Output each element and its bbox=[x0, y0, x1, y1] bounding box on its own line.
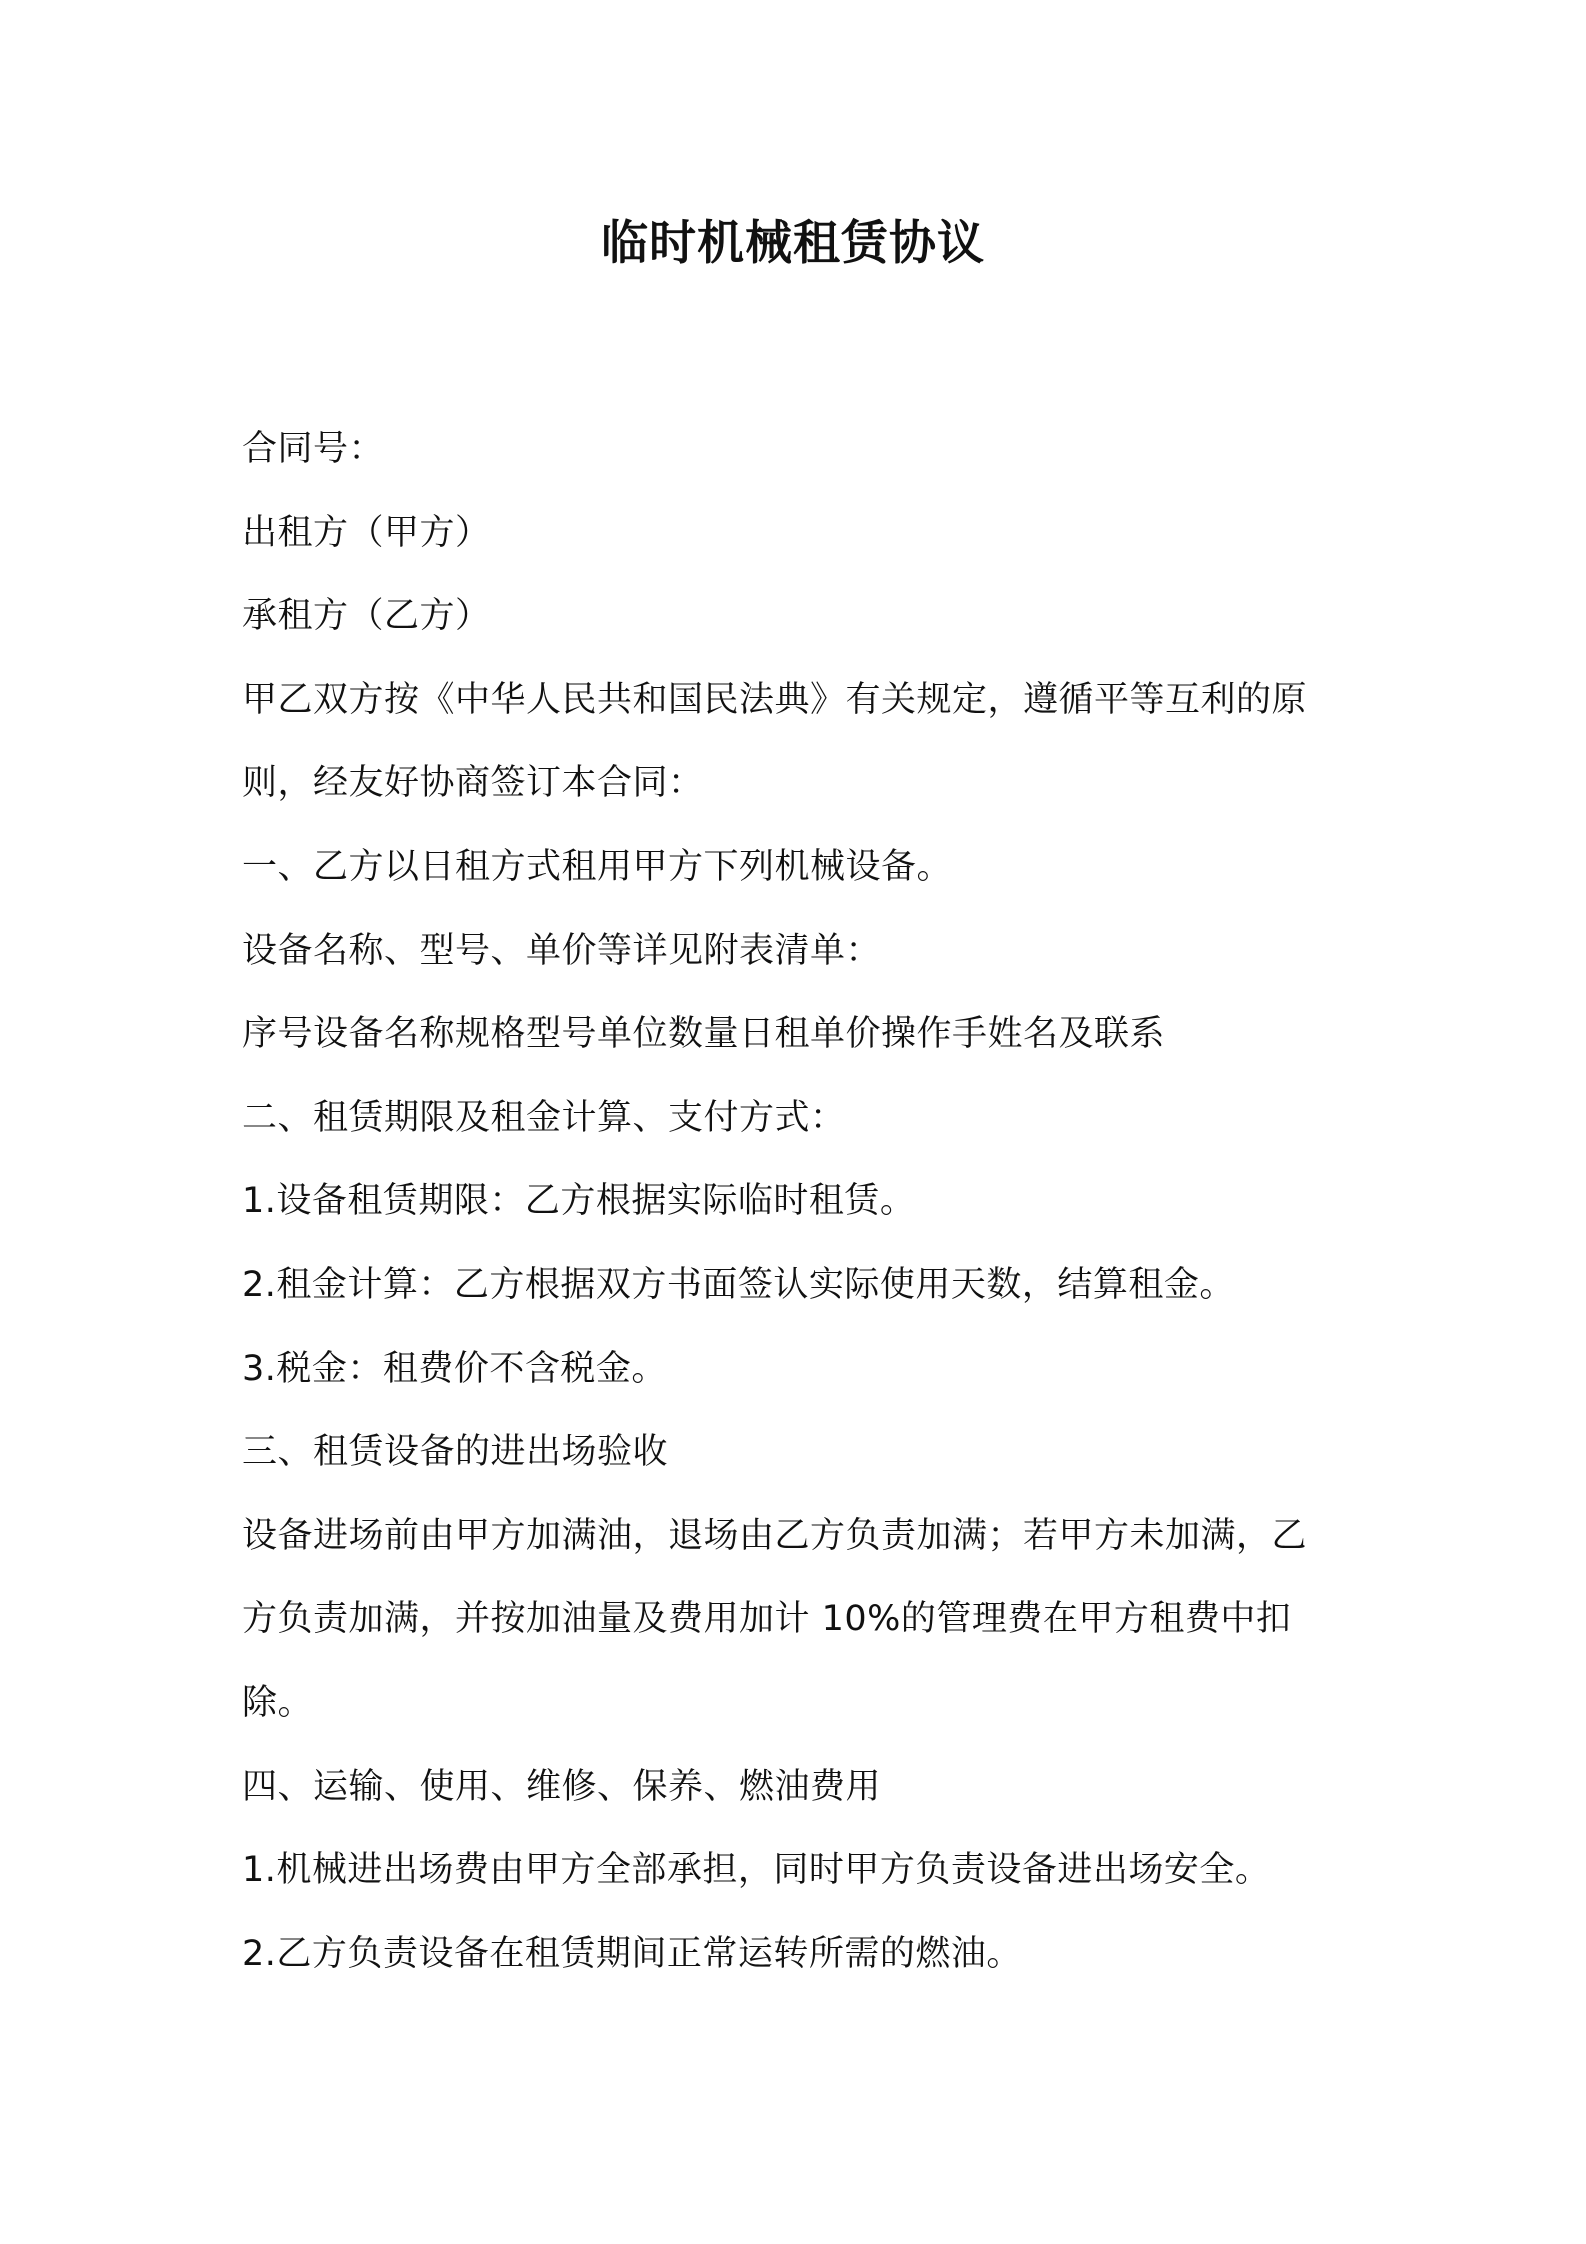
intro-paragraph-line: 则，经友好协商签订本合同： bbox=[242, 763, 704, 804]
paragraph-line: 除。 bbox=[242, 1682, 314, 1723]
clause-line: 3.税金：租费价不含税金。 bbox=[242, 1348, 667, 1389]
section-heading: 三、租赁设备的进出场验收 bbox=[242, 1432, 669, 1473]
intro-paragraph-line: 甲乙双方按《中华人民共和国民法典》有关规定，遵循平等互利的原 bbox=[242, 679, 1308, 720]
clause-line: 1.设备租赁期限：乙方根据实际临时租赁。 bbox=[242, 1181, 916, 1222]
clause-line: 1.机械进出场费由甲方全部承担，同时甲方负责设备进出场安全。 bbox=[242, 1850, 1271, 1891]
paragraph-line: 设备名称、型号、单价等详见附表清单： bbox=[242, 930, 882, 971]
clause-line: 2.乙方负责设备在租赁期间正常运转所需的燃油。 bbox=[242, 1933, 1022, 1974]
paragraph-line: 设备进场前由甲方加满油，退场由乙方负责加满；若甲方未加满，乙 bbox=[242, 1515, 1308, 1556]
paragraph-line: 方负责加满，并按加油量及费用加计 10%的管理费在甲方租费中扣 bbox=[242, 1599, 1292, 1640]
lessee-line: 承租方（乙方） bbox=[242, 596, 491, 637]
table-header-line: 序号设备名称规格型号单位数量日租单价操作手姓名及联系 bbox=[242, 1014, 1166, 1055]
section-heading: 一、乙方以日租方式租用甲方下列机械设备。 bbox=[242, 846, 953, 887]
contract-number-line: 合同号： bbox=[242, 429, 385, 469]
clause-line: 2.租金计算：乙方根据双方书面签认实际使用天数，结算租金。 bbox=[242, 1264, 1235, 1305]
document-body bbox=[242, 408, 1352, 1996]
section-heading: 四、运输、使用、维修、保养、燃油费用 bbox=[242, 1766, 882, 1807]
section-heading: 二、租赁期限及租金计算、支付方式： bbox=[242, 1097, 846, 1138]
document-title: 临时机械租赁协议 bbox=[601, 216, 985, 271]
lessor-line: 出租方（甲方） bbox=[242, 512, 491, 553]
